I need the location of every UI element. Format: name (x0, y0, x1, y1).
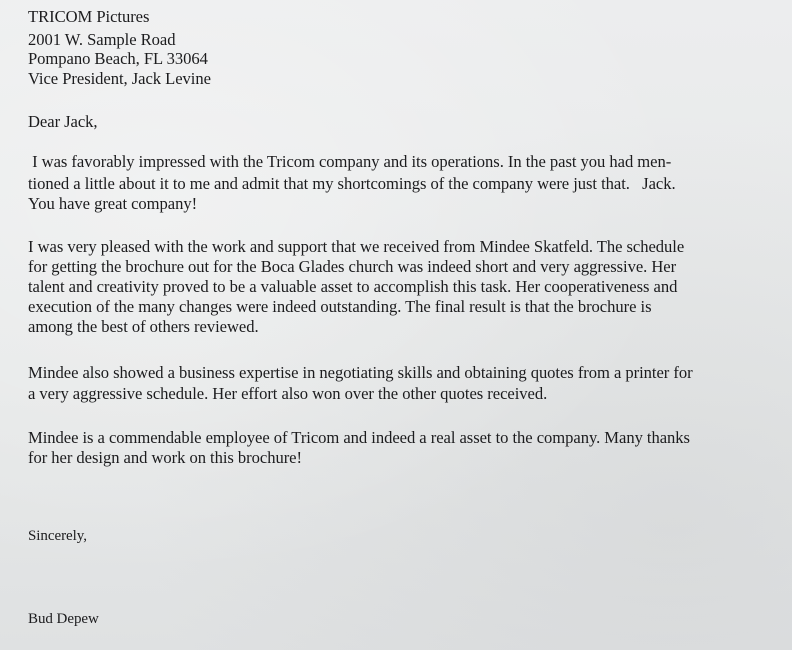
paragraph-2-line-1: I was very pleased with the work and support that we received from Mindee Skatfeld. The schedule (28, 237, 685, 256)
sender-street: 2001 W. Sample Road (28, 30, 176, 49)
paragraph-2-line-5: among the best of others reviewed. (28, 317, 259, 336)
paragraph-1-line-1: I was favorably impressed with the Tricom company and its operations. In the past you had men- (28, 152, 672, 171)
paragraph-2-line-4: execution of the many changes were indeed outstanding. The final result is that the brochure is (28, 297, 652, 316)
paragraph-2-line-3: talent and creativity proved to be a valuable asset to accomplish this task. Her cooperativeness and (28, 277, 678, 296)
signature-name: Bud Depew (28, 611, 99, 627)
paragraph-4-line-2: for her design and work on this brochure! (28, 448, 302, 467)
sender-city: Pompano Beach, FL 33064 (28, 49, 208, 68)
closing: Sincerely, (28, 528, 87, 544)
paragraph-3-line-1: Mindee also showed a business expertise in negotiating skills and obtaining quotes from a printer for (28, 363, 693, 382)
paragraph-1-line-3: You have great company! (28, 194, 198, 213)
salutation: Dear Jack, (28, 112, 98, 131)
sender-company: TRICOM Pictures (28, 7, 150, 26)
paragraph-4-line-1: Mindee is a commendable employee of Tricom and indeed a real asset to the company. Many thanks (28, 428, 690, 447)
paragraph-1-line-2: tioned a little about it to me and admit that my shortcomings of the company were just that. Jack. (28, 174, 676, 193)
sender-contact: Vice President, Jack Levine (28, 69, 211, 88)
paragraph-2-line-2: for getting the brochure out for the Boca Glades church was indeed short and very aggressive. Her (28, 257, 677, 276)
paragraph-3-line-2: a very aggressive schedule. Her effort also won over the other quotes received. (28, 384, 548, 403)
